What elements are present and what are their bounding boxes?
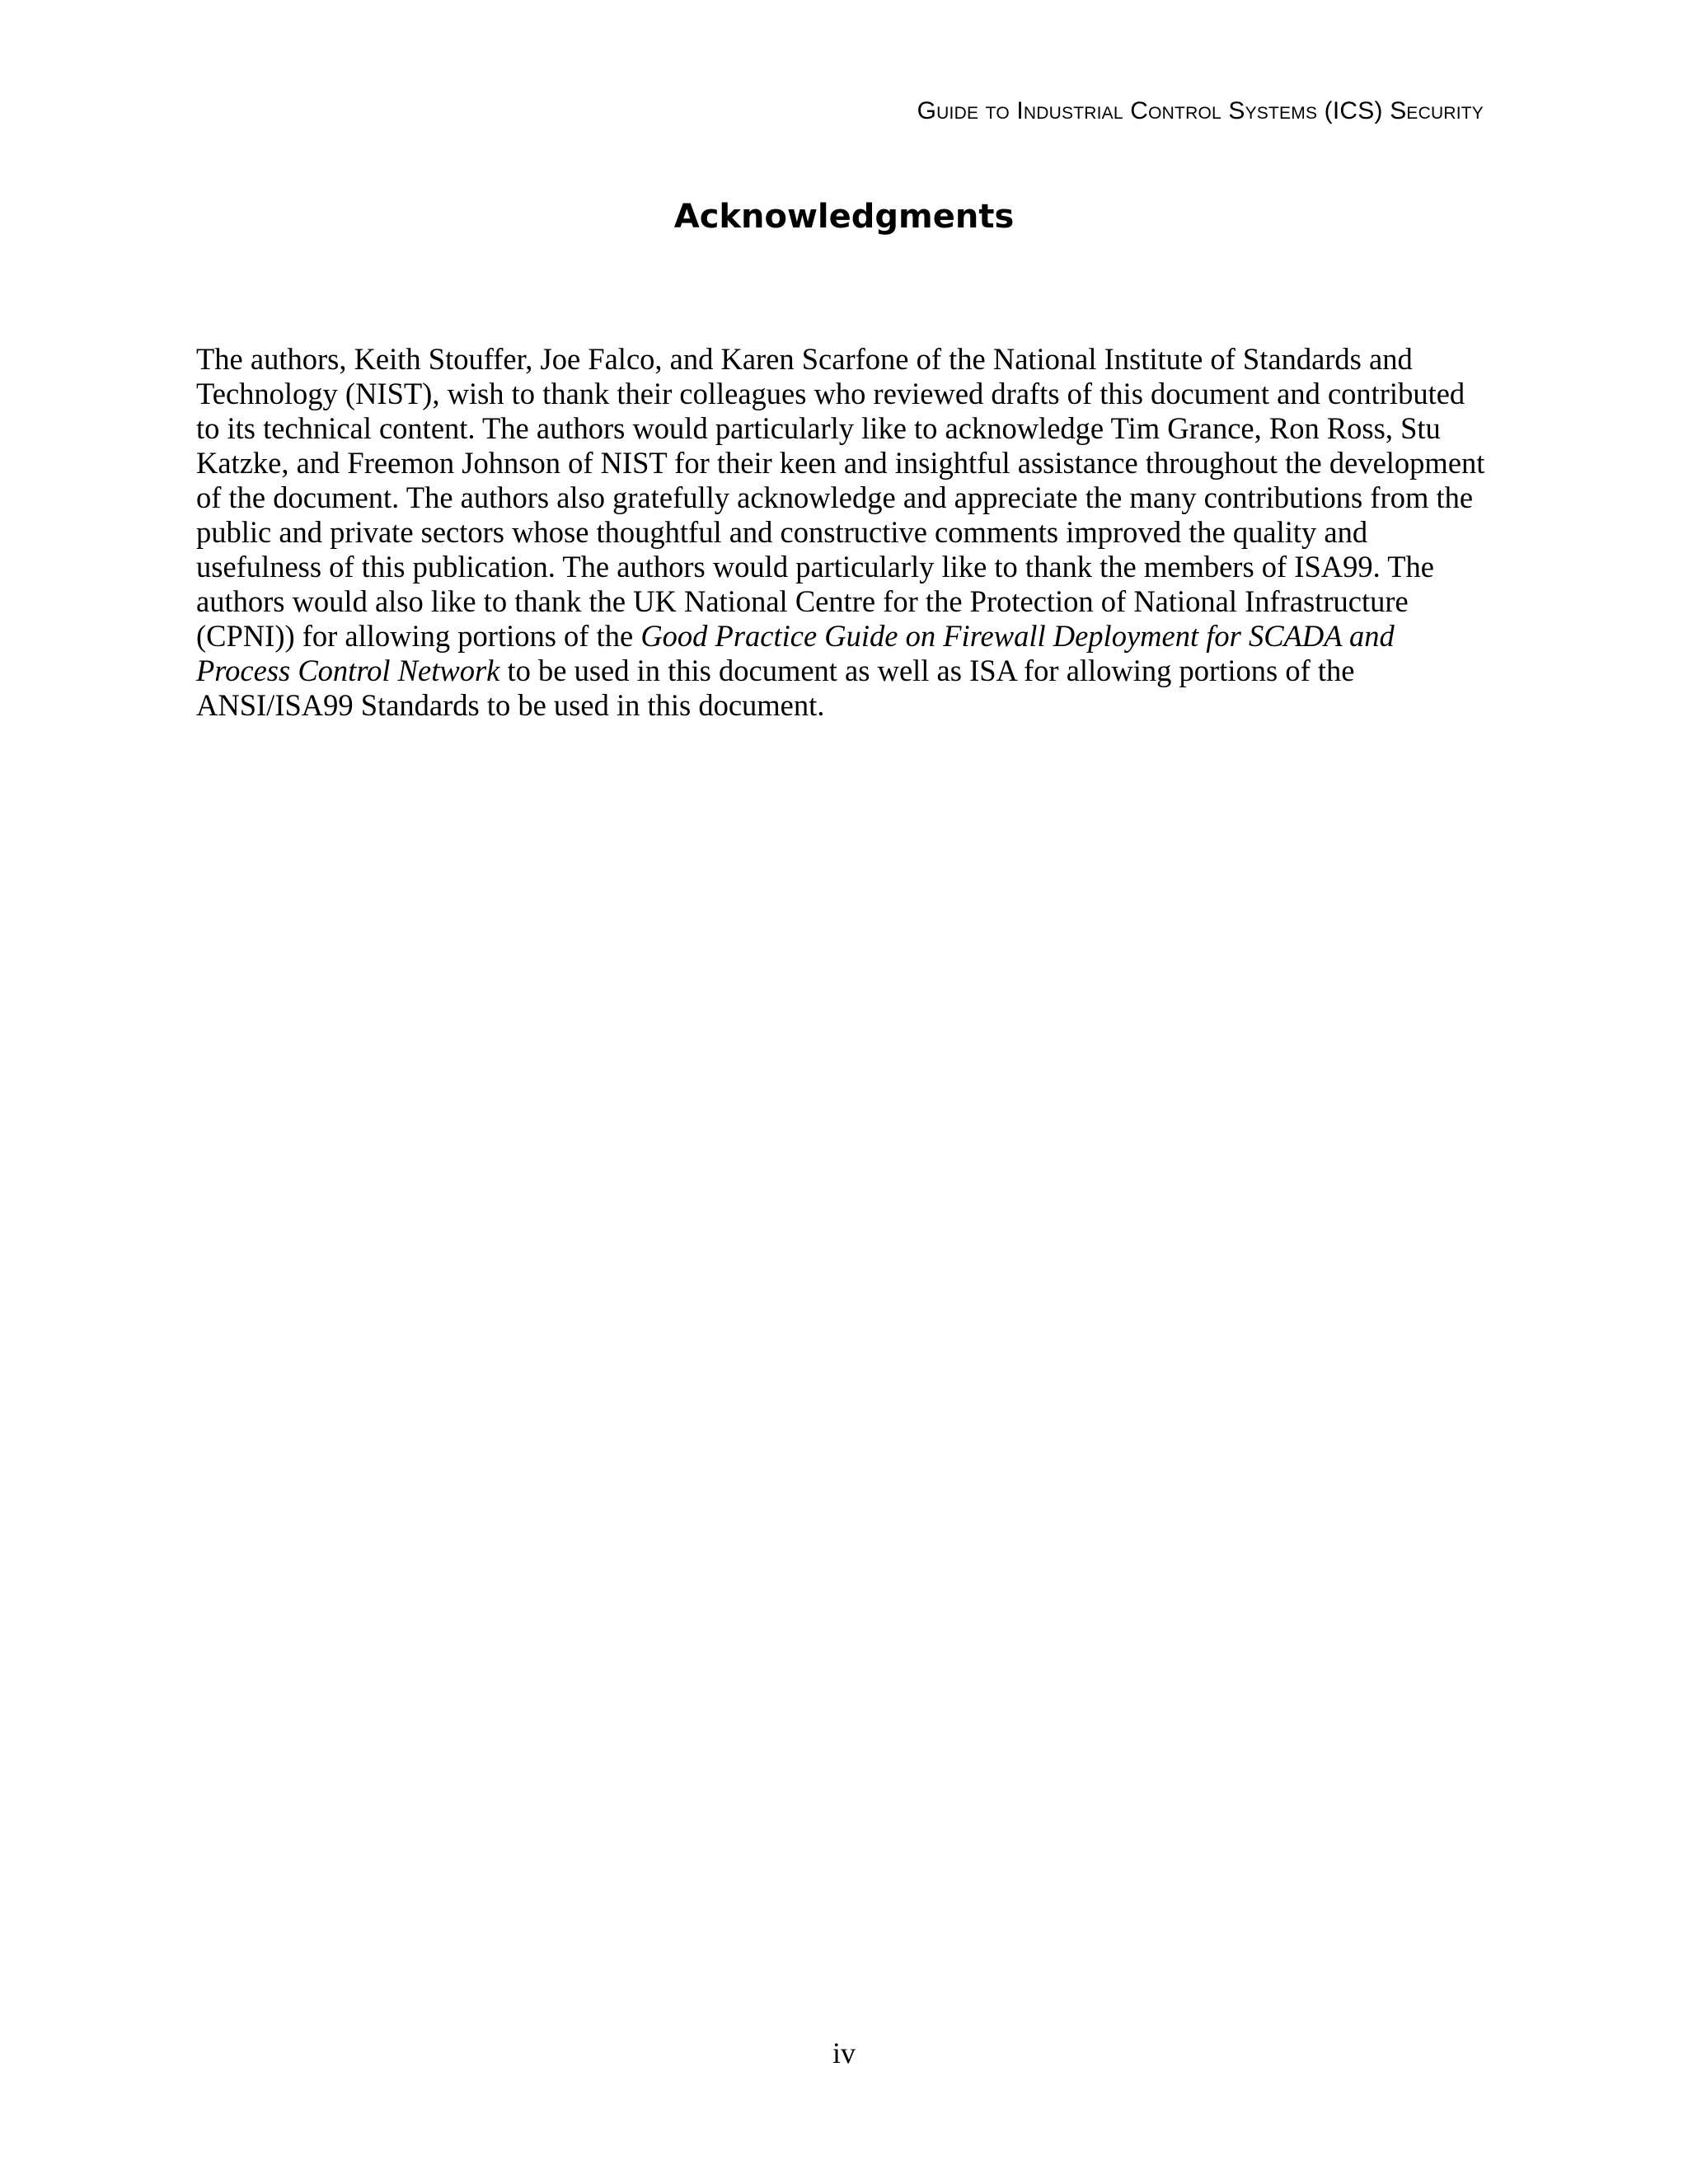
- paragraph-text-part2: to be used in this document as well as ISA for allowing portions of the ANSI/ISA99 Standards to be used in this document.: [196, 654, 1355, 722]
- running-header: Guide to Industrial Control Systems (ICS) Security: [917, 97, 1484, 124]
- page-number: iv: [832, 2036, 856, 2069]
- cited-guide-title: Good Practice Guide on Firewall Deployment for SCADA and Process Control Network: [196, 619, 1395, 687]
- paragraph-text-part1: The authors, Keith Stouffer, Joe Falco, and Karen Scarfone of the National Institute of Standards and Technology (NIST), wish to thank their colleagues who reviewed drafts of this document and contributed to its technical content. The authors would particularly like to acknowledge Tim Grance, Ron Ross, Stu Katzke, and Freemon Johnson of NIST for their keen and insightful assistance throughout the development of the document. The authors also gratefully acknowledge and appreciate the many contributions from the public and private sectors whose thoughtful and constructive comments improved the quality and usefulness of this publication. The authors would particularly like to thank the members of ISA99. The authors would also like to thank the UK National Centre for the Protection of National Infrastructure (CPNI)) for allowing portions of the: [196, 342, 1485, 653]
- acknowledgments-paragraph: [196, 342, 1489, 723]
- section-title: Acknowledgments: [673, 198, 1015, 236]
